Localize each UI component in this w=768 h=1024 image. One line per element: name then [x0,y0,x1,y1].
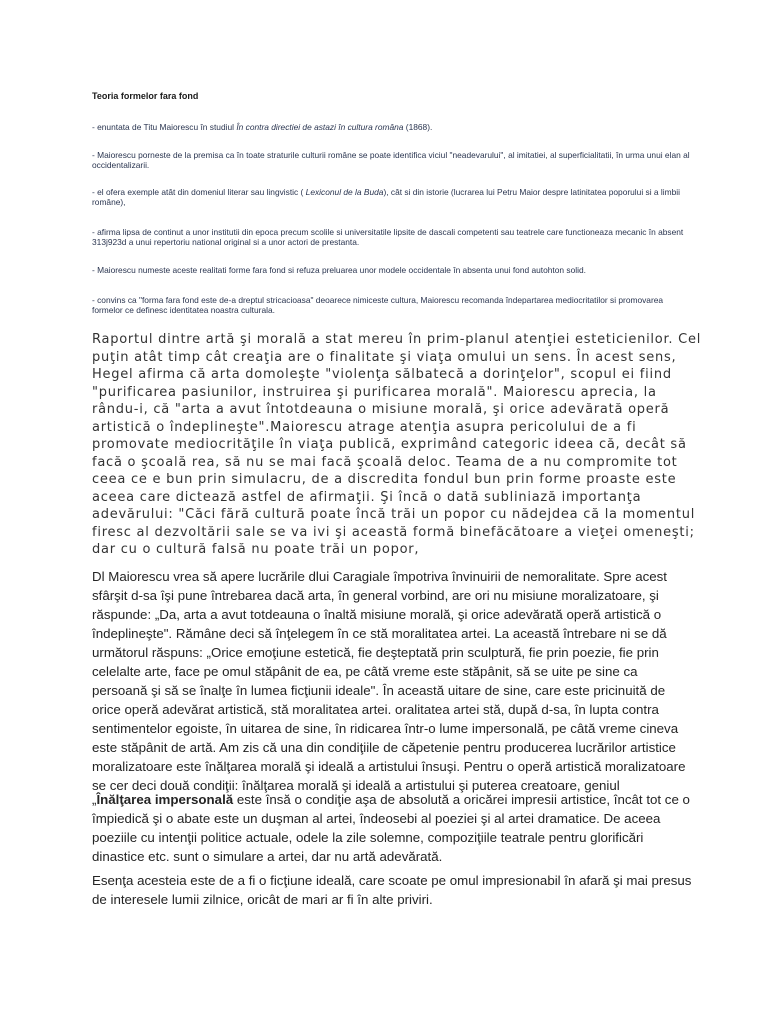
paragraph-text: este însă o condiţie aşa de absolută a oricărei impresii artistice, încât tot ce o împiedică şi o abate este un duşman al artei, îndeosebi al poeziei şi al artei dramatice. De aceea poeziile cu intenţii politice actuale, odele la zile solemne, compoziţiile teatrale pentru glorificări dinastice etc. sunt o simulare a artei, dar nu artă adevărată. [92,792,690,864]
paragraph-maiorescu-caragiale: Dl Maiorescu vrea să apere lucrările dlui Caragiale împotriva învinuirii de nemoralitate. Spre acest sfârşit d-sa îşi pune întrebarea dacă arta, în general vorbind, are ori nu misiune moralizatoare, şi răspunde: „Da, arta a avut totdeauna o înaltă misiune morală, şi orice adevărată operă artistică o îndeplineşte". Rămâne deci să înţelegem în ce stă moralitatea artei. La această întrebare ni se dă următorul răspuns: „Orice emoţiune estetică, fie deşteptată prin sculptură, fie prin poezie, fie prin celelalte arte, face pe omul stăpânit de ea, pe câtă vreme este stăpânit, să se uite pe sine ca persoană şi să se înalţe în lumea ficţiunii ideale". În această uitare de sine, care este pricinuită de orice operă adevărat artistică, stă moralitatea artei. oralitatea artei stă, după d-sa, în lupta contra sentimentelor egoiste, în uitarea de sine, în ridicarea într-o lume impersonală, pe câtă vreme cineva este stăpânit de artă. Am zis că una din condiţiile de căpetenie pentru producerea lucrărilor artistice moralizatoare este înălţarea morală şi ideală a artistului însuşi. Pentru o operă artistică moralizatoare se cer deci două condiţii: înălţarea morală şi ideală a artistului şi puterea creatoare, geniul [92,569,686,793]
document-title: Teoria formelor fara fond [92,91,199,101]
bullet-item-4: - afirma lipsa de continut a unor institutii din epoca precum scolile si universitatile lipsite de dascali competenti sau teatrele care functioneaza mecanic în absent 313j923d a unui repertoriu national original si a unor actori de prestanta. [92,227,684,247]
bullet-item-2: - Maiorescu porneste de la premisa ca în toate straturile culturii române se poate identifica viciul "neadevarului", al imitatiei, al superficialitatii, în urma unui elan al occidentalizarii. [92,150,690,170]
bullet-text: (1868). [403,122,433,132]
bullet-item-5: - Maiorescu numeste aceste realitati forme fara fond si refuza preluarea unor modele occidentale în absenta unui fond autohton solid. [92,265,586,275]
bullet-text: ), cât si din istorie (lucrarea lui Petru Maior despre latinitatea poporului si a limbii române), [92,187,680,207]
bullet-item-1 [92,122,692,132]
bullet-item-6: - convins ca "forma fara fond este de-a dreptul stricacioasa" deoarece nimiceste cultura, Maiorescu recomanda îndepartarea mediocritatilor si promovarea formelor ce definesc identitatea noastra culturala. [92,295,664,315]
bullet-item-3 [92,187,692,207]
bullet-text: - el ofera exemple atât din domeniul literar sau lingvistic ( [92,187,306,197]
paragraph-essence: Esenţa acesteia este de a fi o ficţiune ideală, care scoate pe omul impresionabil în afară şi mai presus de interesele lumii zilnice, oricât de mari ar fi în alte priviri. [92,873,692,907]
paragraph-art-morality: Raportul dintre artă şi morală a stat mereu în prim-planul atenţiei esteticienilor. Cel puţin atât timp cât creaţia are o finalitate şi viaţa omului un sens. În acest sens, Hegel afirma că arta domoleşte "violenţa sălbatecă a dorinţelor", scopul ei fiind "purificarea pasiunilor, instruirea şi purificarea morală". Maiorescu aprecia, la rându-i, că "arta a avut întotdeauna o misiune morală, şi orice adevărată operă artistică o îndeplineşte".Maiorescu atrage atenţia asupra pericolului de a fi promovate mediocrităţile în viaţa publică, exprimând categoric ideea că, decât să facă o şcoală rea, să nu se mai facă şcoală deloc. Teama de a nu compromite tot ceea ce e bun prin simulacru, de a discredita fondul bun prin forme proaste este aceea care dictează astfel de afirmaţii. Şi încă o dată subliniază importanţa adevărului: "Căci fără cultură poate încă trăi un popor cu nădejdea că la momentul firesc al dezvoltării sale se va ivi şi această formă binefăcătoare a vieţei omeneşti; dar cu o cultură falsă nu poate trăi un popor, [92,332,702,557]
open-quote: „ [92,792,97,807]
bullet-italic-title: În contra directiei de astazi în cultura româna [236,122,404,132]
bullet-text: - enuntata de Titu Maiorescu în studiul [92,122,237,132]
paragraph-impersonal-elevation [92,790,692,866]
bullet-italic-title: Lexiconul de la Buda [305,187,384,197]
bold-phrase: Înălţarea impersonală [96,792,234,807]
